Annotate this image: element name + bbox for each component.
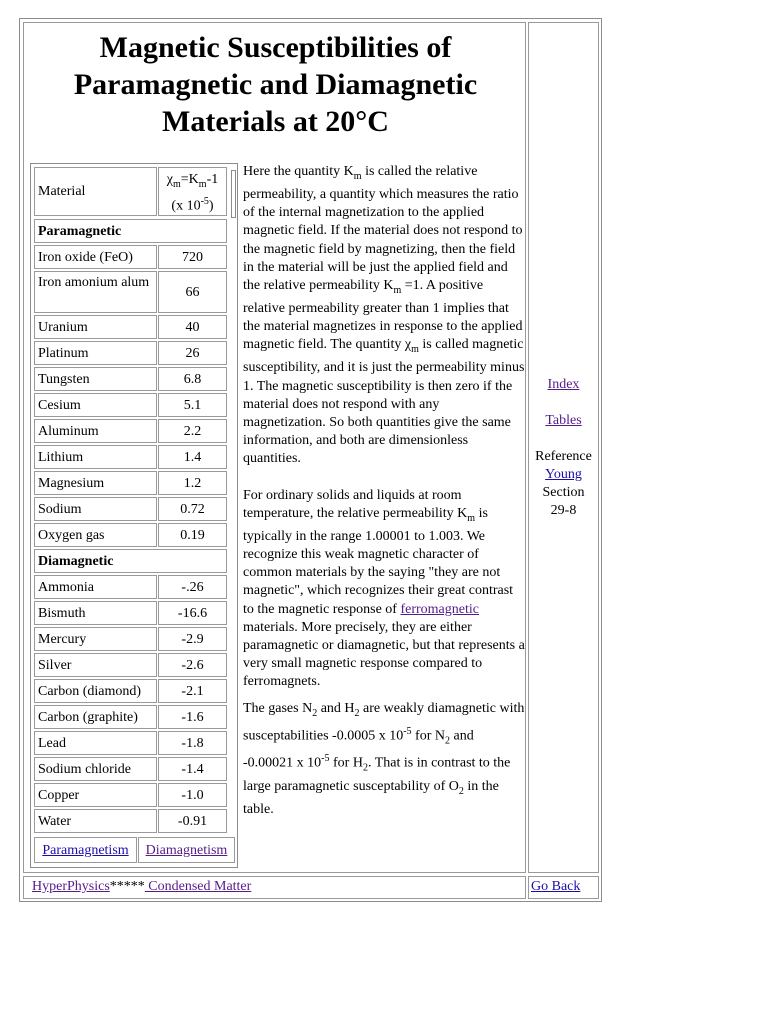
paramagnetic-row-material: Oxygen gas <box>34 523 157 547</box>
header-equals-k: =K <box>180 172 199 187</box>
paramagnetic-row-material: Lithium <box>34 445 157 469</box>
footer-nav-cell <box>23 876 526 899</box>
paramagnetic-row-value: 5.1 <box>158 393 227 417</box>
paramagnetic-row-value: 0.19 <box>158 523 227 547</box>
ferromagnetic-link[interactable]: ferromagnetic <box>400 601 479 617</box>
footer-breadcrumb <box>32 878 251 896</box>
section-label: Section <box>542 485 585 500</box>
paramagnetism-link[interactable]: Paramagnetism <box>34 837 137 863</box>
paramagnetic-row-value: 0.72 <box>158 497 227 521</box>
explanation-text <box>243 163 525 819</box>
diamagnetic-row-value: -1.8 <box>158 731 227 755</box>
diamagnetic-row-material: Lead <box>34 731 157 755</box>
diamagnetic-row-value: -2.1 <box>158 679 227 703</box>
paramagnetic-row-value: 720 <box>158 245 227 269</box>
header-unit-close: ) <box>208 198 214 214</box>
hyperphysics-link[interactable]: HyperPhysics <box>32 879 110 894</box>
diamagnetic-row-material: Carbon (diamond) <box>34 679 157 703</box>
title-line-3: Materials at 20°C <box>162 105 389 138</box>
title-line-2: Paramagnetic and Diamagnetic <box>73 68 478 101</box>
paramagnetic-row-material: Sodium <box>34 497 157 521</box>
paramagnetic-row-value: 26 <box>158 341 227 365</box>
footer-stars: ***** <box>109 879 145 894</box>
paramagnetic-row-value: 40 <box>158 315 227 339</box>
diamagnetic-row-value: -2.6 <box>158 653 227 677</box>
paramagnetic-row-material: Iron amonium alum <box>34 271 157 313</box>
young-link[interactable]: Young <box>545 467 582 482</box>
page-frame <box>19 18 602 902</box>
title-line-1: Magnetic Susceptibilities of <box>99 31 452 64</box>
paramagnetic-row-material: Cesium <box>34 393 157 417</box>
diamagnetic-row-value: -16.6 <box>158 601 227 625</box>
chi-subscript: m <box>172 178 181 190</box>
paramagnetic-row-material: Platinum <box>34 341 157 365</box>
diamagnetism-link[interactable]: Diamagnetism <box>138 837 235 863</box>
header-unit: (x 10 <box>171 198 201 214</box>
diamagnetic-row-value: -2.9 <box>158 627 227 651</box>
k-subscript: m <box>198 178 207 190</box>
paramagnetic-row-value: 2.2 <box>158 419 227 443</box>
paramagnetic-row-value: 66 <box>158 271 227 313</box>
paramagnetic-row-value: 1.2 <box>158 471 227 495</box>
index-link[interactable]: Index <box>547 377 580 392</box>
chi-symbol: χ <box>166 172 173 187</box>
reference-label: Reference <box>535 449 592 464</box>
footer-back <box>531 878 580 896</box>
diamagnetic-row-value: -0.91 <box>158 809 227 833</box>
page-title <box>24 29 527 140</box>
diamagnetic-row-material: Silver <box>34 653 157 677</box>
footer-back-cell <box>528 876 599 899</box>
diamagnetic-row-value: -1.6 <box>158 705 227 729</box>
paramagnetic-row-material: Magnesium <box>34 471 157 495</box>
paramagnetic-row-material: Tungsten <box>34 367 157 391</box>
diamagnetic-row-value: -1.0 <box>158 783 227 807</box>
susceptibility-table <box>30 163 238 868</box>
diamagnetic-row-material: Water <box>34 809 157 833</box>
paragraph-permeability: Here the quantity $K_m$ is called the relative permeability, a quantity which measures the ratio of the internal magnetization to the applied magnetic field. If the material does not respond to the magnetic field by magnetizing, then the field in the material will be just the applied field and the relative permeability $K_m =1$. A positive relative permeability greater than 1 implies that the material magnetizes in response to the applied magnetic field. The quantity $\chi_m$ is called magnetic susceptibility, and it is just the permeability minus 1. The magnetic susceptibility is then zero if the material does not respond with any magnetization. So both quantities give the same information, and both are dimensionless quantities. <box>243 164 525 467</box>
section-number: 29-8 <box>550 503 577 518</box>
side-navigation <box>529 376 598 520</box>
paramagnetic-row-material: Aluminum <box>34 419 157 443</box>
diamagnetic-row-material: Ammonia <box>34 575 157 599</box>
side-navigation-cell <box>528 22 599 873</box>
header-unit-exponent: -5 <box>200 195 209 207</box>
diamagnetic-row-material: Sodium chloride <box>34 757 157 781</box>
main-content-cell <box>23 22 526 873</box>
diamagnetic-row-value: -.26 <box>158 575 227 599</box>
diamagnetic-row-material: Bismuth <box>34 601 157 625</box>
go-back-link[interactable]: Go Back <box>531 879 581 894</box>
section-diamagnetic: Diamagnetic <box>34 549 227 573</box>
diamagnetic-row-material: Copper <box>34 783 157 807</box>
paramagnetic-row-material: Iron oxide (FeO) <box>34 245 157 269</box>
header-material: Material <box>34 167 157 216</box>
paragraph-ordinary-materials: For ordinary solids and liquids at room temperature, the relative permeability $K_m$ is typically in the range 1.00001 to 1.003. We recognize this weak magnetic character of common materials by the saying "they are not magnetic", which recognizes their great contrast to the magnetic response of ferromagnetic materials. More precisely, they are either paramagnetic or diamagnetic, but that represents a very small magnetic response compared to ferromagnets. <box>243 487 525 690</box>
table-edge-marker <box>231 170 236 218</box>
diamagnetic-row-value: -1.4 <box>158 757 227 781</box>
tables-link[interactable]: Tables <box>545 413 582 428</box>
paramagnetic-row-value: 1.4 <box>158 445 227 469</box>
section-paramagnetic: Paramagnetic <box>34 219 227 243</box>
paragraph-gases: The gases $N_2$ and $H_2$ are weakly diamagnetic with susceptabilities -0.0005 x $10^{-5}$ for $N_2$ and -0.00021 x $10^{-5}$ for $H_2$. That is in contrast to the large paramagnetic susceptability of $O_2$ in the table. <box>243 700 525 817</box>
diamagnetic-row-material: Mercury <box>34 627 157 651</box>
header-susceptibility <box>158 167 227 216</box>
header-minus-one: -1 <box>206 172 219 187</box>
paramagnetic-row-value: 6.8 <box>158 367 227 391</box>
condensed-matter-link[interactable]: Condensed Matter <box>144 879 252 894</box>
diamagnetic-row-material: Carbon (graphite) <box>34 705 157 729</box>
paramagnetic-row-material: Uranium <box>34 315 157 339</box>
